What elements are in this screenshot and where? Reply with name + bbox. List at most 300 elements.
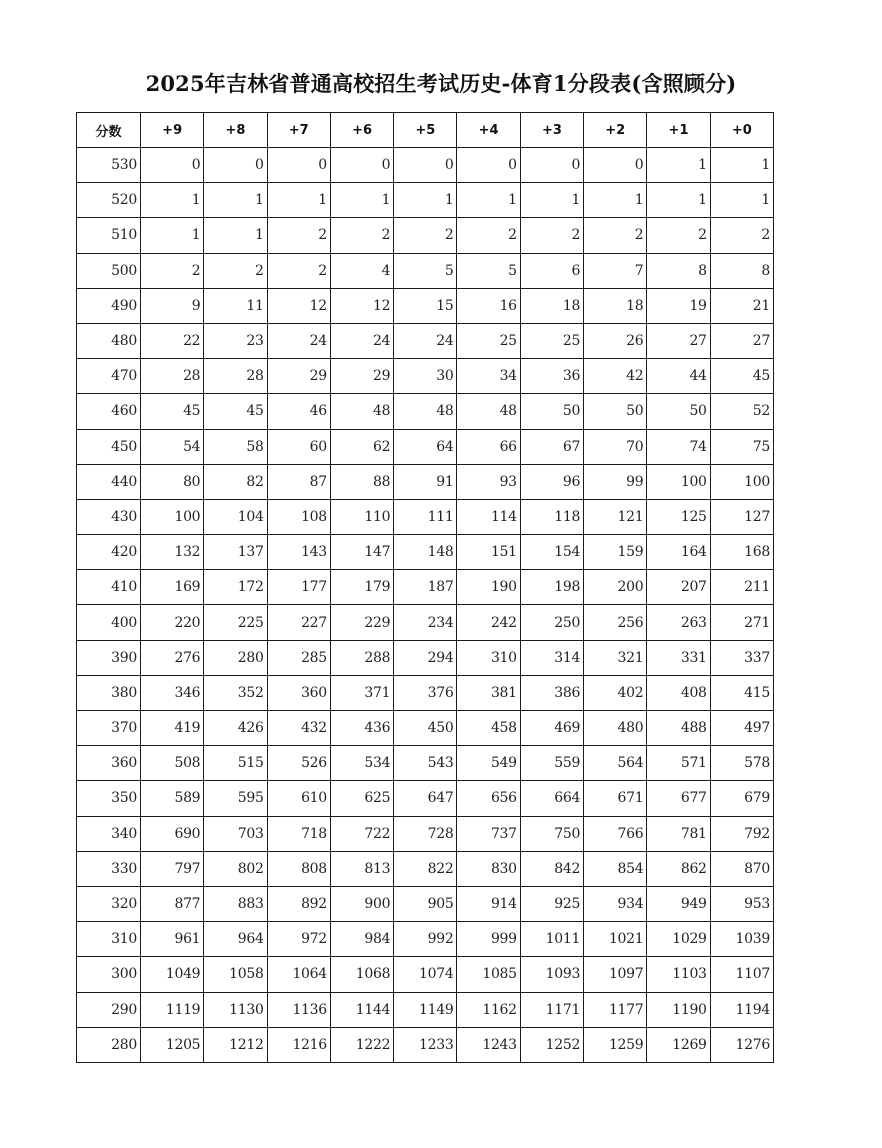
count-cell: 360 bbox=[267, 675, 330, 710]
score-cell: 280 bbox=[77, 1027, 141, 1062]
score-cell: 460 bbox=[77, 394, 141, 429]
count-cell: 718 bbox=[267, 816, 330, 851]
count-cell: 376 bbox=[394, 675, 457, 710]
table-row bbox=[77, 746, 774, 781]
table-row bbox=[77, 464, 774, 499]
count-cell: 1 bbox=[267, 183, 330, 218]
count-cell: 1 bbox=[647, 183, 710, 218]
count-cell: 656 bbox=[457, 781, 520, 816]
count-cell: 877 bbox=[141, 886, 204, 921]
score-cell: 410 bbox=[77, 570, 141, 605]
count-cell: 559 bbox=[520, 746, 583, 781]
count-cell: 66 bbox=[457, 429, 520, 464]
count-cell: 750 bbox=[520, 816, 583, 851]
count-cell: 234 bbox=[394, 605, 457, 640]
score-cell: 530 bbox=[77, 148, 141, 183]
count-cell: 647 bbox=[394, 781, 457, 816]
table-row bbox=[77, 394, 774, 429]
count-cell: 914 bbox=[457, 886, 520, 921]
count-cell: 9 bbox=[141, 288, 204, 323]
count-cell: 0 bbox=[584, 148, 647, 183]
count-cell: 27 bbox=[710, 323, 773, 358]
count-cell: 294 bbox=[394, 640, 457, 675]
count-cell: 21 bbox=[710, 288, 773, 323]
count-cell: 127 bbox=[710, 499, 773, 534]
count-cell: 371 bbox=[330, 675, 393, 710]
header-offset: +0 bbox=[710, 113, 773, 148]
count-cell: 96 bbox=[520, 464, 583, 499]
score-cell: 520 bbox=[77, 183, 141, 218]
score-cell: 480 bbox=[77, 323, 141, 358]
count-cell: 808 bbox=[267, 851, 330, 886]
count-cell: 1252 bbox=[520, 1027, 583, 1062]
header-offset: +9 bbox=[141, 113, 204, 148]
count-cell: 200 bbox=[584, 570, 647, 605]
count-cell: 147 bbox=[330, 535, 393, 570]
table-row bbox=[77, 359, 774, 394]
table-row bbox=[77, 851, 774, 886]
count-cell: 54 bbox=[141, 429, 204, 464]
count-cell: 1068 bbox=[330, 957, 393, 992]
count-cell: 381 bbox=[457, 675, 520, 710]
count-cell: 1205 bbox=[141, 1027, 204, 1062]
count-cell: 578 bbox=[710, 746, 773, 781]
table-row bbox=[77, 781, 774, 816]
count-cell: 1 bbox=[710, 183, 773, 218]
count-cell: 480 bbox=[584, 711, 647, 746]
table-row bbox=[77, 570, 774, 605]
score-cell: 390 bbox=[77, 640, 141, 675]
count-cell: 154 bbox=[520, 535, 583, 570]
count-cell: 0 bbox=[141, 148, 204, 183]
score-cell: 360 bbox=[77, 746, 141, 781]
count-cell: 46 bbox=[267, 394, 330, 429]
score-cell: 320 bbox=[77, 886, 141, 921]
count-cell: 70 bbox=[584, 429, 647, 464]
count-cell: 352 bbox=[204, 675, 267, 710]
count-cell: 121 bbox=[584, 499, 647, 534]
count-cell: 2 bbox=[710, 218, 773, 253]
count-cell: 999 bbox=[457, 922, 520, 957]
header-offset: +7 bbox=[267, 113, 330, 148]
count-cell: 229 bbox=[330, 605, 393, 640]
count-cell: 0 bbox=[330, 148, 393, 183]
header-offset: +8 bbox=[204, 113, 267, 148]
count-cell: 24 bbox=[267, 323, 330, 358]
count-cell: 58 bbox=[204, 429, 267, 464]
count-cell: 2 bbox=[457, 218, 520, 253]
count-cell: 766 bbox=[584, 816, 647, 851]
table-row bbox=[77, 499, 774, 534]
count-cell: 1259 bbox=[584, 1027, 647, 1062]
count-cell: 781 bbox=[647, 816, 710, 851]
count-cell: 276 bbox=[141, 640, 204, 675]
count-cell: 0 bbox=[457, 148, 520, 183]
count-cell: 256 bbox=[584, 605, 647, 640]
table-row bbox=[77, 992, 774, 1027]
count-cell: 1049 bbox=[141, 957, 204, 992]
count-cell: 225 bbox=[204, 605, 267, 640]
count-cell: 703 bbox=[204, 816, 267, 851]
count-cell: 1064 bbox=[267, 957, 330, 992]
count-cell: 900 bbox=[330, 886, 393, 921]
score-cell: 340 bbox=[77, 816, 141, 851]
count-cell: 450 bbox=[394, 711, 457, 746]
count-cell: 310 bbox=[457, 640, 520, 675]
count-cell: 48 bbox=[330, 394, 393, 429]
count-cell: 549 bbox=[457, 746, 520, 781]
table-row bbox=[77, 323, 774, 358]
score-cell: 370 bbox=[77, 711, 141, 746]
count-cell: 690 bbox=[141, 816, 204, 851]
count-cell: 737 bbox=[457, 816, 520, 851]
count-cell: 2 bbox=[584, 218, 647, 253]
count-cell: 2 bbox=[267, 253, 330, 288]
count-cell: 992 bbox=[394, 922, 457, 957]
count-cell: 792 bbox=[710, 816, 773, 851]
count-cell: 949 bbox=[647, 886, 710, 921]
count-cell: 1144 bbox=[330, 992, 393, 1027]
count-cell: 1039 bbox=[710, 922, 773, 957]
count-cell: 802 bbox=[204, 851, 267, 886]
count-cell: 679 bbox=[710, 781, 773, 816]
count-cell: 50 bbox=[520, 394, 583, 429]
score-cell: 310 bbox=[77, 922, 141, 957]
count-cell: 1 bbox=[141, 183, 204, 218]
count-cell: 564 bbox=[584, 746, 647, 781]
count-cell: 100 bbox=[141, 499, 204, 534]
count-cell: 5 bbox=[457, 253, 520, 288]
count-cell: 7 bbox=[584, 253, 647, 288]
score-cell: 500 bbox=[77, 253, 141, 288]
count-cell: 45 bbox=[710, 359, 773, 394]
score-cell: 350 bbox=[77, 781, 141, 816]
count-cell: 458 bbox=[457, 711, 520, 746]
score-cell: 420 bbox=[77, 535, 141, 570]
count-cell: 114 bbox=[457, 499, 520, 534]
count-cell: 2 bbox=[520, 218, 583, 253]
count-cell: 386 bbox=[520, 675, 583, 710]
count-cell: 2 bbox=[267, 218, 330, 253]
count-cell: 2 bbox=[330, 218, 393, 253]
count-cell: 1119 bbox=[141, 992, 204, 1027]
count-cell: 1093 bbox=[520, 957, 583, 992]
table-row bbox=[77, 535, 774, 570]
table-row bbox=[77, 675, 774, 710]
count-cell: 436 bbox=[330, 711, 393, 746]
count-cell: 164 bbox=[647, 535, 710, 570]
count-cell: 984 bbox=[330, 922, 393, 957]
score-distribution-table bbox=[76, 112, 774, 1063]
count-cell: 22 bbox=[141, 323, 204, 358]
score-cell: 510 bbox=[77, 218, 141, 253]
count-cell: 50 bbox=[584, 394, 647, 429]
count-cell: 172 bbox=[204, 570, 267, 605]
count-cell: 1136 bbox=[267, 992, 330, 1027]
count-cell: 220 bbox=[141, 605, 204, 640]
score-cell: 290 bbox=[77, 992, 141, 1027]
count-cell: 242 bbox=[457, 605, 520, 640]
count-cell: 177 bbox=[267, 570, 330, 605]
count-cell: 44 bbox=[647, 359, 710, 394]
count-cell: 1107 bbox=[710, 957, 773, 992]
count-cell: 2 bbox=[647, 218, 710, 253]
count-cell: 1 bbox=[647, 148, 710, 183]
count-cell: 314 bbox=[520, 640, 583, 675]
count-cell: 1162 bbox=[457, 992, 520, 1027]
table-row bbox=[77, 886, 774, 921]
count-cell: 280 bbox=[204, 640, 267, 675]
count-cell: 610 bbox=[267, 781, 330, 816]
count-cell: 1 bbox=[520, 183, 583, 218]
count-cell: 1 bbox=[141, 218, 204, 253]
count-cell: 1097 bbox=[584, 957, 647, 992]
count-cell: 488 bbox=[647, 711, 710, 746]
header-offset: +3 bbox=[520, 113, 583, 148]
count-cell: 6 bbox=[520, 253, 583, 288]
count-cell: 104 bbox=[204, 499, 267, 534]
count-cell: 28 bbox=[141, 359, 204, 394]
header-score: 分数 bbox=[77, 113, 141, 148]
count-cell: 0 bbox=[204, 148, 267, 183]
count-cell: 1171 bbox=[520, 992, 583, 1027]
count-cell: 151 bbox=[457, 535, 520, 570]
table-body bbox=[77, 148, 774, 1063]
count-cell: 0 bbox=[267, 148, 330, 183]
count-cell: 27 bbox=[647, 323, 710, 358]
score-cell: 400 bbox=[77, 605, 141, 640]
table-row bbox=[77, 922, 774, 957]
count-cell: 883 bbox=[204, 886, 267, 921]
count-cell: 534 bbox=[330, 746, 393, 781]
count-cell: 4 bbox=[330, 253, 393, 288]
count-cell: 42 bbox=[584, 359, 647, 394]
count-cell: 1103 bbox=[647, 957, 710, 992]
count-cell: 45 bbox=[141, 394, 204, 429]
count-cell: 1212 bbox=[204, 1027, 267, 1062]
count-cell: 972 bbox=[267, 922, 330, 957]
count-cell: 415 bbox=[710, 675, 773, 710]
count-cell: 854 bbox=[584, 851, 647, 886]
count-cell: 1 bbox=[584, 183, 647, 218]
count-cell: 1074 bbox=[394, 957, 457, 992]
header-offset: +2 bbox=[584, 113, 647, 148]
count-cell: 1 bbox=[710, 148, 773, 183]
count-cell: 285 bbox=[267, 640, 330, 675]
count-cell: 8 bbox=[647, 253, 710, 288]
count-cell: 82 bbox=[204, 464, 267, 499]
count-cell: 111 bbox=[394, 499, 457, 534]
count-cell: 1085 bbox=[457, 957, 520, 992]
count-cell: 961 bbox=[141, 922, 204, 957]
count-cell: 1058 bbox=[204, 957, 267, 992]
header-offset: +5 bbox=[394, 113, 457, 148]
count-cell: 862 bbox=[647, 851, 710, 886]
count-cell: 1011 bbox=[520, 922, 583, 957]
count-cell: 19 bbox=[647, 288, 710, 323]
count-cell: 11 bbox=[204, 288, 267, 323]
count-cell: 169 bbox=[141, 570, 204, 605]
count-cell: 1222 bbox=[330, 1027, 393, 1062]
table-row bbox=[77, 605, 774, 640]
count-cell: 26 bbox=[584, 323, 647, 358]
count-cell: 722 bbox=[330, 816, 393, 851]
count-cell: 108 bbox=[267, 499, 330, 534]
count-cell: 426 bbox=[204, 711, 267, 746]
count-cell: 595 bbox=[204, 781, 267, 816]
count-cell: 263 bbox=[647, 605, 710, 640]
count-cell: 1190 bbox=[647, 992, 710, 1027]
count-cell: 1177 bbox=[584, 992, 647, 1027]
count-cell: 905 bbox=[394, 886, 457, 921]
count-cell: 1243 bbox=[457, 1027, 520, 1062]
count-cell: 0 bbox=[394, 148, 457, 183]
count-cell: 346 bbox=[141, 675, 204, 710]
count-cell: 29 bbox=[330, 359, 393, 394]
count-cell: 93 bbox=[457, 464, 520, 499]
count-cell: 60 bbox=[267, 429, 330, 464]
count-cell: 80 bbox=[141, 464, 204, 499]
count-cell: 137 bbox=[204, 535, 267, 570]
count-cell: 5 bbox=[394, 253, 457, 288]
count-cell: 1029 bbox=[647, 922, 710, 957]
table-row bbox=[77, 148, 774, 183]
count-cell: 964 bbox=[204, 922, 267, 957]
count-cell: 24 bbox=[330, 323, 393, 358]
score-cell: 330 bbox=[77, 851, 141, 886]
count-cell: 198 bbox=[520, 570, 583, 605]
count-cell: 2 bbox=[394, 218, 457, 253]
count-cell: 48 bbox=[394, 394, 457, 429]
count-cell: 677 bbox=[647, 781, 710, 816]
count-cell: 408 bbox=[647, 675, 710, 710]
count-cell: 18 bbox=[584, 288, 647, 323]
count-cell: 1269 bbox=[647, 1027, 710, 1062]
count-cell: 36 bbox=[520, 359, 583, 394]
table-row bbox=[77, 218, 774, 253]
count-cell: 132 bbox=[141, 535, 204, 570]
count-cell: 91 bbox=[394, 464, 457, 499]
count-cell: 337 bbox=[710, 640, 773, 675]
count-cell: 1130 bbox=[204, 992, 267, 1027]
count-cell: 50 bbox=[647, 394, 710, 429]
count-cell: 432 bbox=[267, 711, 330, 746]
count-cell: 211 bbox=[710, 570, 773, 605]
score-cell: 490 bbox=[77, 288, 141, 323]
count-cell: 88 bbox=[330, 464, 393, 499]
count-cell: 64 bbox=[394, 429, 457, 464]
page-title: 2025年吉林省普通高校招生考试历史-体育1分段表(含照顾分) bbox=[145, 71, 737, 96]
count-cell: 1 bbox=[330, 183, 393, 218]
count-cell: 1 bbox=[204, 218, 267, 253]
count-cell: 48 bbox=[457, 394, 520, 429]
count-cell: 30 bbox=[394, 359, 457, 394]
header-offset: +6 bbox=[330, 113, 393, 148]
table-row bbox=[77, 957, 774, 992]
count-cell: 271 bbox=[710, 605, 773, 640]
count-cell: 892 bbox=[267, 886, 330, 921]
count-cell: 934 bbox=[584, 886, 647, 921]
count-cell: 1149 bbox=[394, 992, 457, 1027]
count-cell: 179 bbox=[330, 570, 393, 605]
count-cell: 797 bbox=[141, 851, 204, 886]
count-cell: 148 bbox=[394, 535, 457, 570]
count-cell: 8 bbox=[710, 253, 773, 288]
table-row bbox=[77, 429, 774, 464]
table-header-row bbox=[77, 113, 774, 148]
count-cell: 664 bbox=[520, 781, 583, 816]
count-cell: 571 bbox=[647, 746, 710, 781]
count-cell: 29 bbox=[267, 359, 330, 394]
count-cell: 2 bbox=[141, 253, 204, 288]
count-cell: 227 bbox=[267, 605, 330, 640]
count-cell: 822 bbox=[394, 851, 457, 886]
count-cell: 207 bbox=[647, 570, 710, 605]
table-row bbox=[77, 183, 774, 218]
count-cell: 250 bbox=[520, 605, 583, 640]
count-cell: 110 bbox=[330, 499, 393, 534]
count-cell: 671 bbox=[584, 781, 647, 816]
count-cell: 0 bbox=[520, 148, 583, 183]
count-cell: 168 bbox=[710, 535, 773, 570]
table-row bbox=[77, 1027, 774, 1062]
score-cell: 440 bbox=[77, 464, 141, 499]
table-row bbox=[77, 816, 774, 851]
score-cell: 300 bbox=[77, 957, 141, 992]
count-cell: 87 bbox=[267, 464, 330, 499]
count-cell: 321 bbox=[584, 640, 647, 675]
count-cell: 62 bbox=[330, 429, 393, 464]
count-cell: 1194 bbox=[710, 992, 773, 1027]
count-cell: 497 bbox=[710, 711, 773, 746]
count-cell: 515 bbox=[204, 746, 267, 781]
count-cell: 15 bbox=[394, 288, 457, 323]
count-cell: 830 bbox=[457, 851, 520, 886]
count-cell: 589 bbox=[141, 781, 204, 816]
count-cell: 52 bbox=[710, 394, 773, 429]
count-cell: 74 bbox=[647, 429, 710, 464]
count-cell: 143 bbox=[267, 535, 330, 570]
count-cell: 100 bbox=[647, 464, 710, 499]
count-cell: 402 bbox=[584, 675, 647, 710]
count-cell: 288 bbox=[330, 640, 393, 675]
count-cell: 1 bbox=[457, 183, 520, 218]
score-cell: 450 bbox=[77, 429, 141, 464]
count-cell: 1 bbox=[394, 183, 457, 218]
count-cell: 419 bbox=[141, 711, 204, 746]
score-cell: 430 bbox=[77, 499, 141, 534]
count-cell: 75 bbox=[710, 429, 773, 464]
count-cell: 1216 bbox=[267, 1027, 330, 1062]
count-cell: 24 bbox=[394, 323, 457, 358]
count-cell: 842 bbox=[520, 851, 583, 886]
count-cell: 187 bbox=[394, 570, 457, 605]
count-cell: 625 bbox=[330, 781, 393, 816]
table-row bbox=[77, 288, 774, 323]
count-cell: 99 bbox=[584, 464, 647, 499]
count-cell: 125 bbox=[647, 499, 710, 534]
count-cell: 2 bbox=[204, 253, 267, 288]
table-row bbox=[77, 640, 774, 675]
count-cell: 953 bbox=[710, 886, 773, 921]
table-row bbox=[77, 711, 774, 746]
count-cell: 1276 bbox=[710, 1027, 773, 1062]
count-cell: 526 bbox=[267, 746, 330, 781]
count-cell: 1021 bbox=[584, 922, 647, 957]
score-cell: 380 bbox=[77, 675, 141, 710]
count-cell: 23 bbox=[204, 323, 267, 358]
count-cell: 45 bbox=[204, 394, 267, 429]
